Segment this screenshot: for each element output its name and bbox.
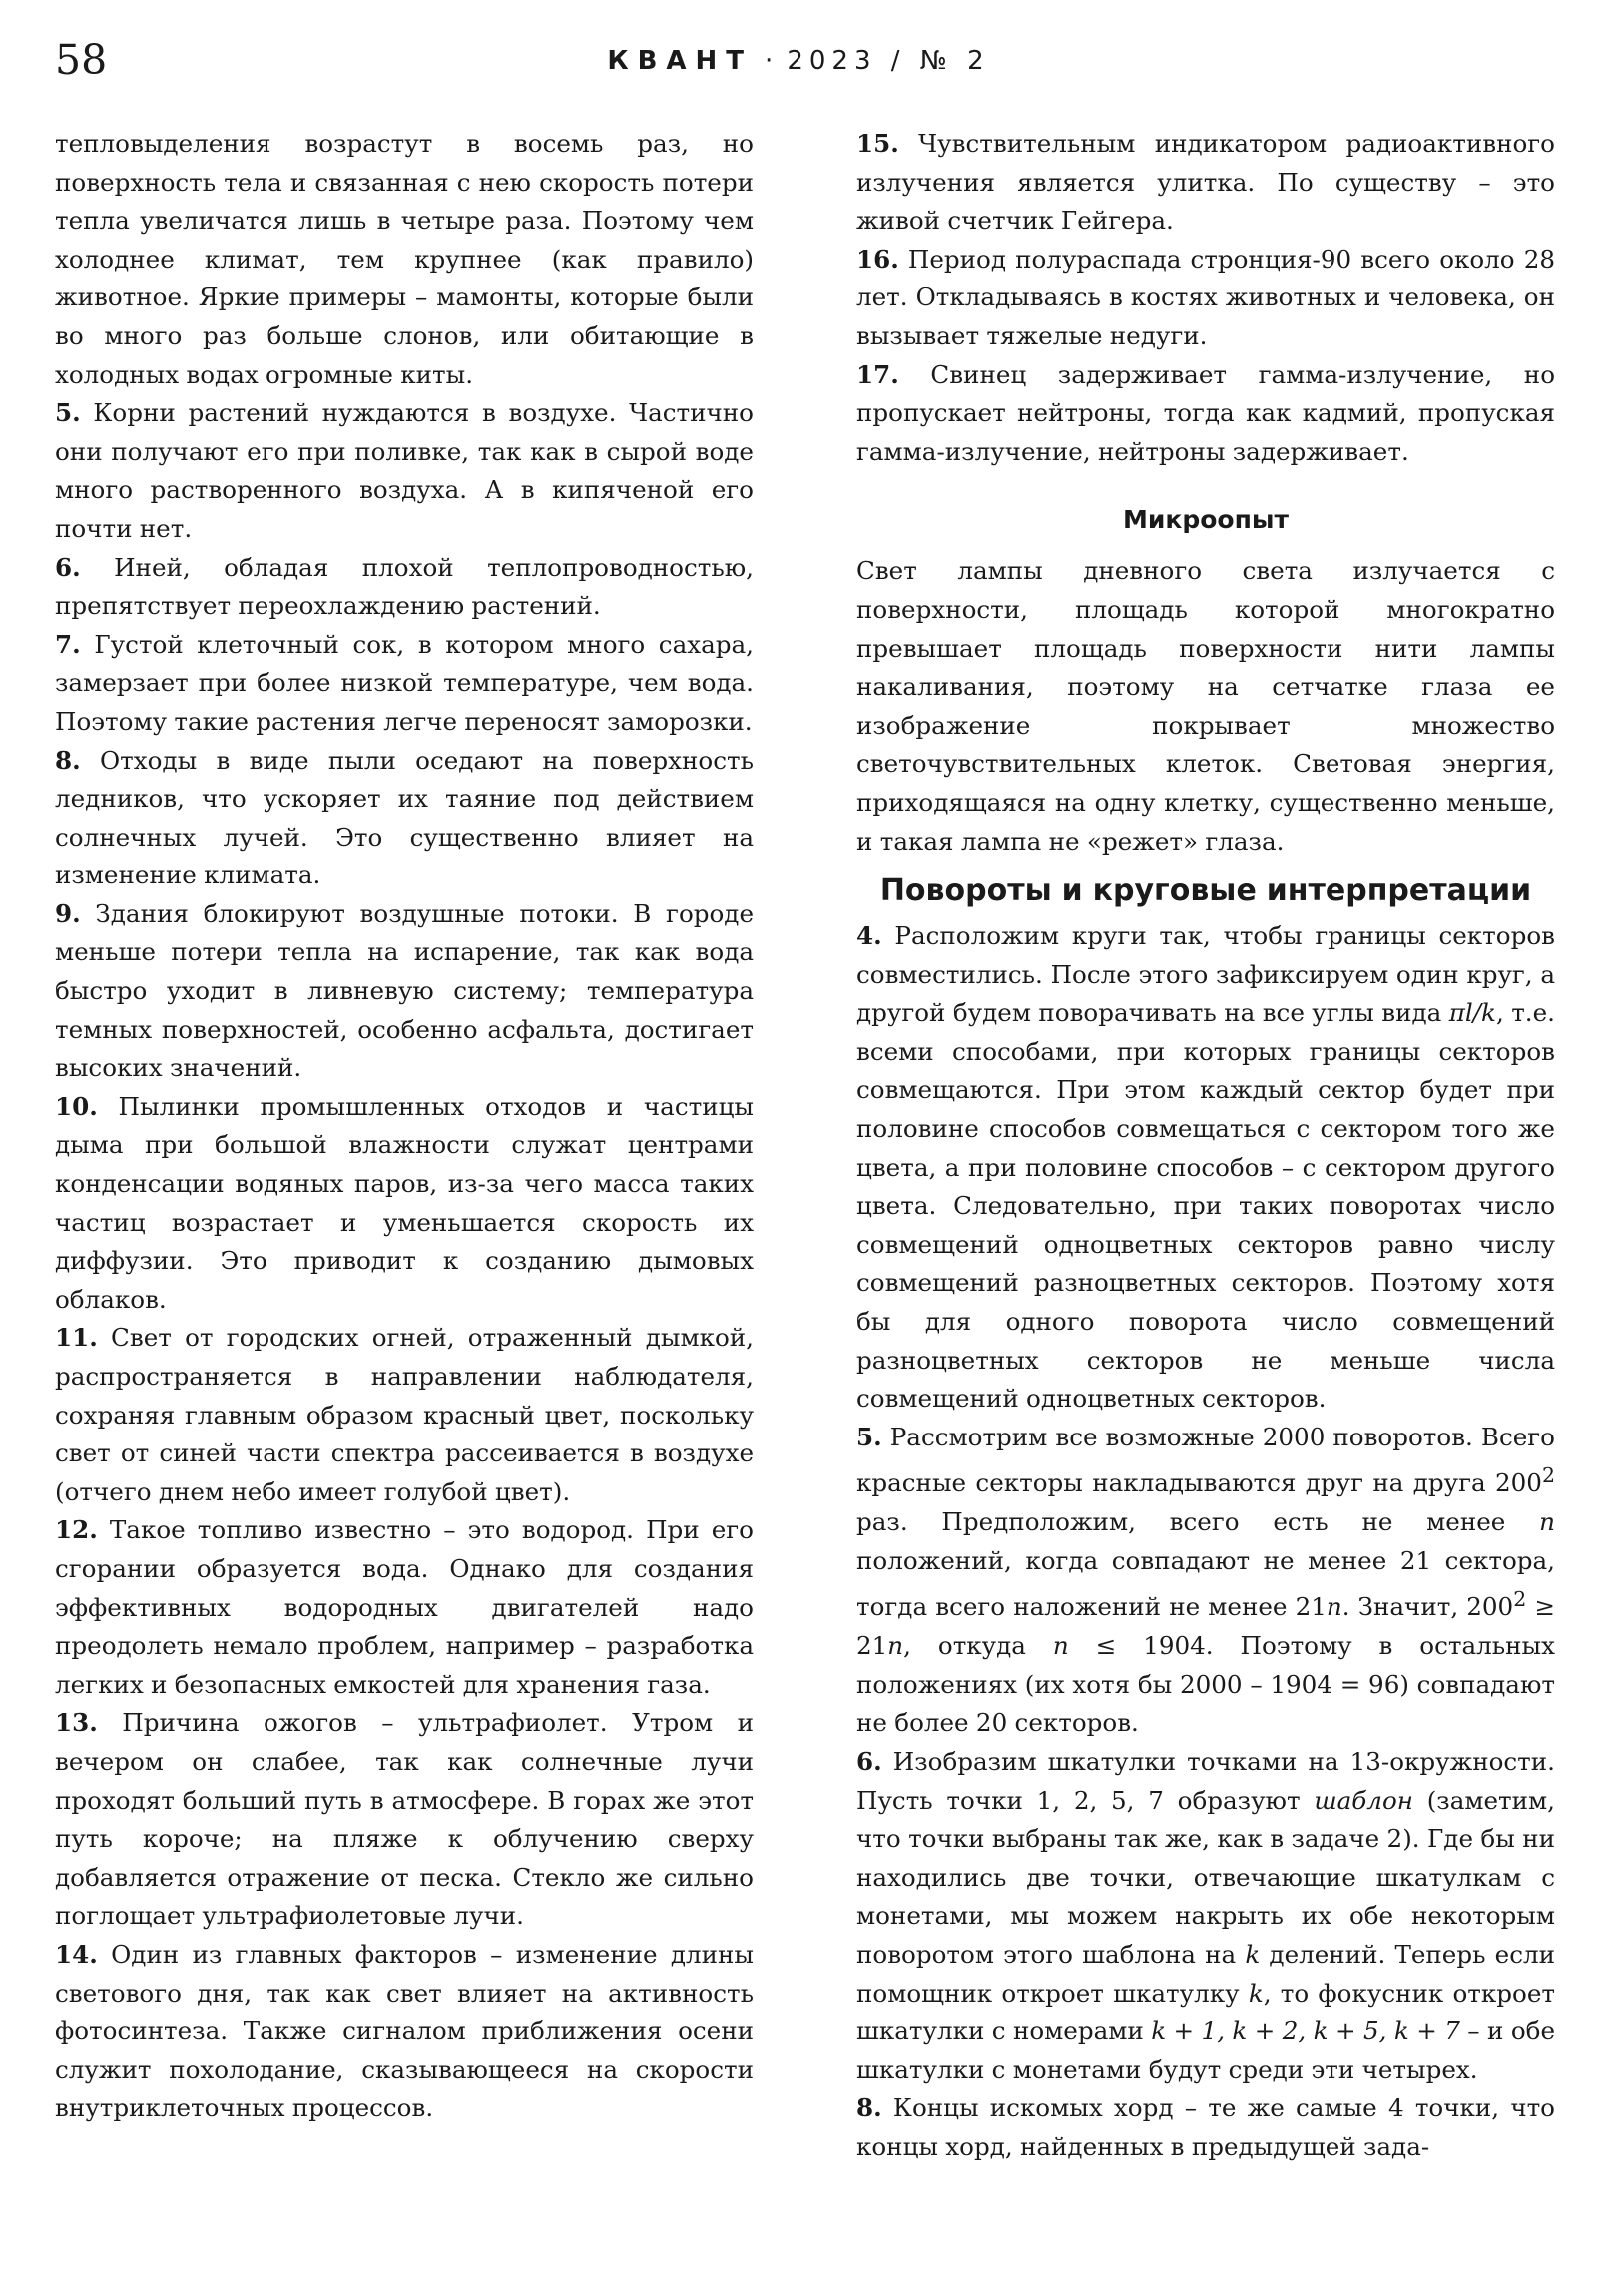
answer-text: Один из главных факторов – изменение длины светового дня, так как свет влияет на активность фотосинтеза. Также сигналом приближения осени служит похолодание, сказывающееся на скорости внутриклеточных процессов. <box>55 1939 754 2123</box>
answer-item <box>55 1319 754 1511</box>
answer-number: 5. <box>55 398 81 428</box>
journal-title <box>0 48 1597 74</box>
answer-text: Иней, обладая плохой теплопроводностью, препятствует переохлаждению растений. <box>55 552 754 621</box>
answer-text: , т.е. всеми способами, при которых границы секторов совмещаются. При этом каждый сектор будет при половине способов совмещаться с сектором того же цвета, а при половине способов – с сектором другого цвета. Следовательно, при таких поворотах число совмещений одноцветных секторов равно числу совмещений разноцветных секторов. Поэтому хотя бы для одного поворота число совмещений разноцветных секторов не меньше числа совмещений одноцветных секторов. <box>856 998 1555 1414</box>
answer-text: Концы искомых хорд – те же самые 4 точки, что концы хорд, найденных в предыдущей зада- <box>856 2093 1555 2161</box>
page-number: 58 <box>55 36 108 84</box>
math-variable: n <box>887 1631 904 1661</box>
superscript: 2 <box>1541 1463 1555 1488</box>
answer-item <box>55 125 754 394</box>
answer-number: 4. <box>856 921 882 951</box>
journal-name: КВАНТ <box>607 46 754 76</box>
answer-item <box>856 917 1555 1419</box>
answer-text: Чувствительным индикатором радиоактивного излучения является улитка. По существу – это живой счетчик Гейгера. <box>856 129 1555 236</box>
emphasized-term: шаблон <box>1314 1785 1413 1815</box>
answer-number: 16. <box>856 244 899 274</box>
answers-list-top <box>856 125 1555 471</box>
answer-item <box>55 1088 754 1320</box>
answer-item <box>856 125 1555 241</box>
formula: πl/k <box>1448 998 1496 1028</box>
answer-item <box>55 549 754 626</box>
math-variable: k <box>1248 1978 1264 2008</box>
answer-number: 15. <box>856 129 899 158</box>
math-expression: k + 1, k + 2, k + 5, k + 7 <box>1151 2016 1460 2046</box>
answer-text: делений. Теперь если помощник откроет шкатулку <box>856 1939 1556 2008</box>
math-variable: n <box>1052 1631 1069 1661</box>
answer-number: 14. <box>55 1939 98 1969</box>
answer-text: – и обе шкатулки с монетами будут среди эти четырех. <box>856 2016 1556 2084</box>
answer-number: 13. <box>55 1708 98 1738</box>
answer-number: 11. <box>55 1323 98 1353</box>
page-header <box>0 0 1597 120</box>
answer-item <box>856 1743 1555 2089</box>
answer-item <box>55 1511 754 1704</box>
section-heading-microexperiment: Микроопыт <box>1123 505 1289 535</box>
answer-text: Свинец задерживает гамма-излучение, но пропускает нейтроны, тогда как кадмий, пропуская гамма-излучение, нейтроны задерживает. <box>856 359 1555 466</box>
answer-item <box>55 394 754 548</box>
answer-text: Пылинки промышленных отходов и частицы дыма при большой влажности служат центрами конденсации водяных паров, из-за чего масса таких частиц возрастает и уменьшается скорость их диффузии. Это приводит к созданию дымовых облаков. <box>55 1091 754 1314</box>
answer-item <box>55 1704 754 1936</box>
answer-text: Рассмотрим все возможные 2000 поворотов. Всего красные секторы накладываются друг на друга 200 <box>856 1422 1555 1498</box>
answer-text: Расположим круги так, чтобы границы секторов совместились. После этого зафиксируем один круг, а другой будем поворачивать на все углы вида <box>856 921 1555 1028</box>
section-heading-rotations: Повороты и круговые интерпретации <box>879 873 1532 909</box>
answer-item <box>856 356 1555 472</box>
answer-number: 5. <box>856 1422 882 1451</box>
answer-number: 10. <box>55 1091 98 1121</box>
answer-text: . Значит, 200 <box>1341 1592 1514 1622</box>
answer-text: Здания блокируют воздушные потоки. В городе меньше потери тепла на испарение, так как вода быстро уходит в ливневую систему; температура темных поверхностей, особенно асфальта, достигает высоких значений. <box>55 898 754 1083</box>
answer-number: 8. <box>856 2093 882 2123</box>
right-column <box>856 125 1555 2166</box>
answer-number: 17. <box>856 359 899 389</box>
issue-number: 2023 / № 2 <box>787 46 990 76</box>
answer-text: , откуда <box>903 1631 1053 1661</box>
answer-text: тепловыделения возрастут в восемь раз, но поверхность тела и связанная с нею скорость потери тепла увеличатся лишь в четыре раза. Поэтому чем холоднее климат, тем крупнее (как правило) животное. Яркие примеры – мамонты, которые были во много раз больше слонов, или обитающие в холодных водах огромные киты. <box>55 129 754 389</box>
left-column <box>55 125 754 2128</box>
answer-text: положений, когда совпадают не менее 21 сектора, тогда всего наложений не менее 21 <box>856 1545 1555 1622</box>
superscript: 2 <box>1513 1587 1527 1612</box>
answer-item <box>55 626 754 742</box>
answer-number: 8. <box>55 745 81 775</box>
math-variable: k <box>1245 1939 1261 1969</box>
answer-text: Корни растений нуждаются в воздухе. Частично они получают его при поливке, так как в сырой воде много растворенного воздуха. А в кипяченой его почти нет. <box>55 398 754 543</box>
answer-text: Отходы в виде пыли оседают на поверхность ледников, что ускоряет их таяние под действием солнечных лучей. Это существенно влияет на изменение климата. <box>55 745 754 890</box>
answer-text: , то фокусник откроет шкатулки с номерами <box>856 1978 1555 2046</box>
answer-text: Изобразим шкатулки точками на 13-окружности. Пусть точки 1, 2, 5, 7 образуют <box>856 1746 1555 1815</box>
answer-item <box>856 241 1555 356</box>
answer-text: Период полураспада стронция-90 всего около 28 лет. Откладываясь в костях животных и человека, он вызывает тяжелые недуги. <box>856 244 1555 350</box>
answer-item <box>856 2089 1555 2166</box>
answer-number: 6. <box>856 1746 882 1776</box>
math-variable: n <box>1326 1592 1342 1622</box>
answer-text: ≥ 21 <box>856 1592 1555 1661</box>
answer-text: ≤ 1904. Поэтому в остальных положениях (их хотя бы 2000 – 1904 = 96) совпадают не более 20 секторов. <box>856 1631 1556 1738</box>
answer-text: Такое топливо известно – это водород. При его сгорании образуется вода. Однако для создания эффективных водородных двигателей надо преодолеть немало проблем, например – разработка легких и безопасных емкостей для хранения газа. <box>55 1515 754 1699</box>
answer-text: Густой клеточный сок, в котором много сахара, замерзает при более низкой температуре, чем вода. Поэтому такие растения легче переносят заморозки. <box>55 629 754 736</box>
answer-text: Причина ожогов – ультрафиолет. Утром и вечером он слабее, так как солнечные лучи проходят больший путь в атмосфере. В горах же этот путь короче; на пляже к облучению сверху добавляется отражение от песка. Стекло же сильно поглощает ультрафиолетовые лучи. <box>55 1708 754 1931</box>
microexperiment-text: Свет лампы дневного света излучается с поверхности, площадь которой многократно превышает площадь поверхности нити лампы накаливания, поэтому на сетчатке глаза ее изображение покрывает множество светочувствительных клеток. Световая энергия, приходящаяся на одну клетку, существенно меньше, и такая лампа не «режет» глаза. <box>856 556 1555 856</box>
answer-item <box>55 742 754 895</box>
answer-number: 9. <box>55 898 81 928</box>
answer-text: раз. Предположим, всего есть не менее <box>856 1507 1540 1537</box>
answer-number: 6. <box>55 552 81 582</box>
answer-text: (заметим, что точки выбраны так же, как в задаче 2). Где бы ни находились две точки, отвечающие шкатулкам с монетами, мы можем накрыть их обе некоторым поворотом этого шаблона на <box>856 1785 1555 1969</box>
answer-number: 12. <box>55 1515 98 1545</box>
answer-item <box>55 1936 754 2128</box>
answer-item <box>55 895 754 1088</box>
answer-item <box>856 1419 1555 1743</box>
answer-number: 7. <box>55 629 81 659</box>
header-separator: · <box>765 46 776 76</box>
answer-text: Свет от городских огней, отраженный дымкой, распространяется в направлении наблюдателя, сохраняя главным образом красный цвет, поскольку свет от синей части спектра рассеивается в воздухе (отчего днем небо имеет голубой цвет). <box>55 1323 754 1506</box>
math-variable: n <box>1539 1507 1555 1537</box>
